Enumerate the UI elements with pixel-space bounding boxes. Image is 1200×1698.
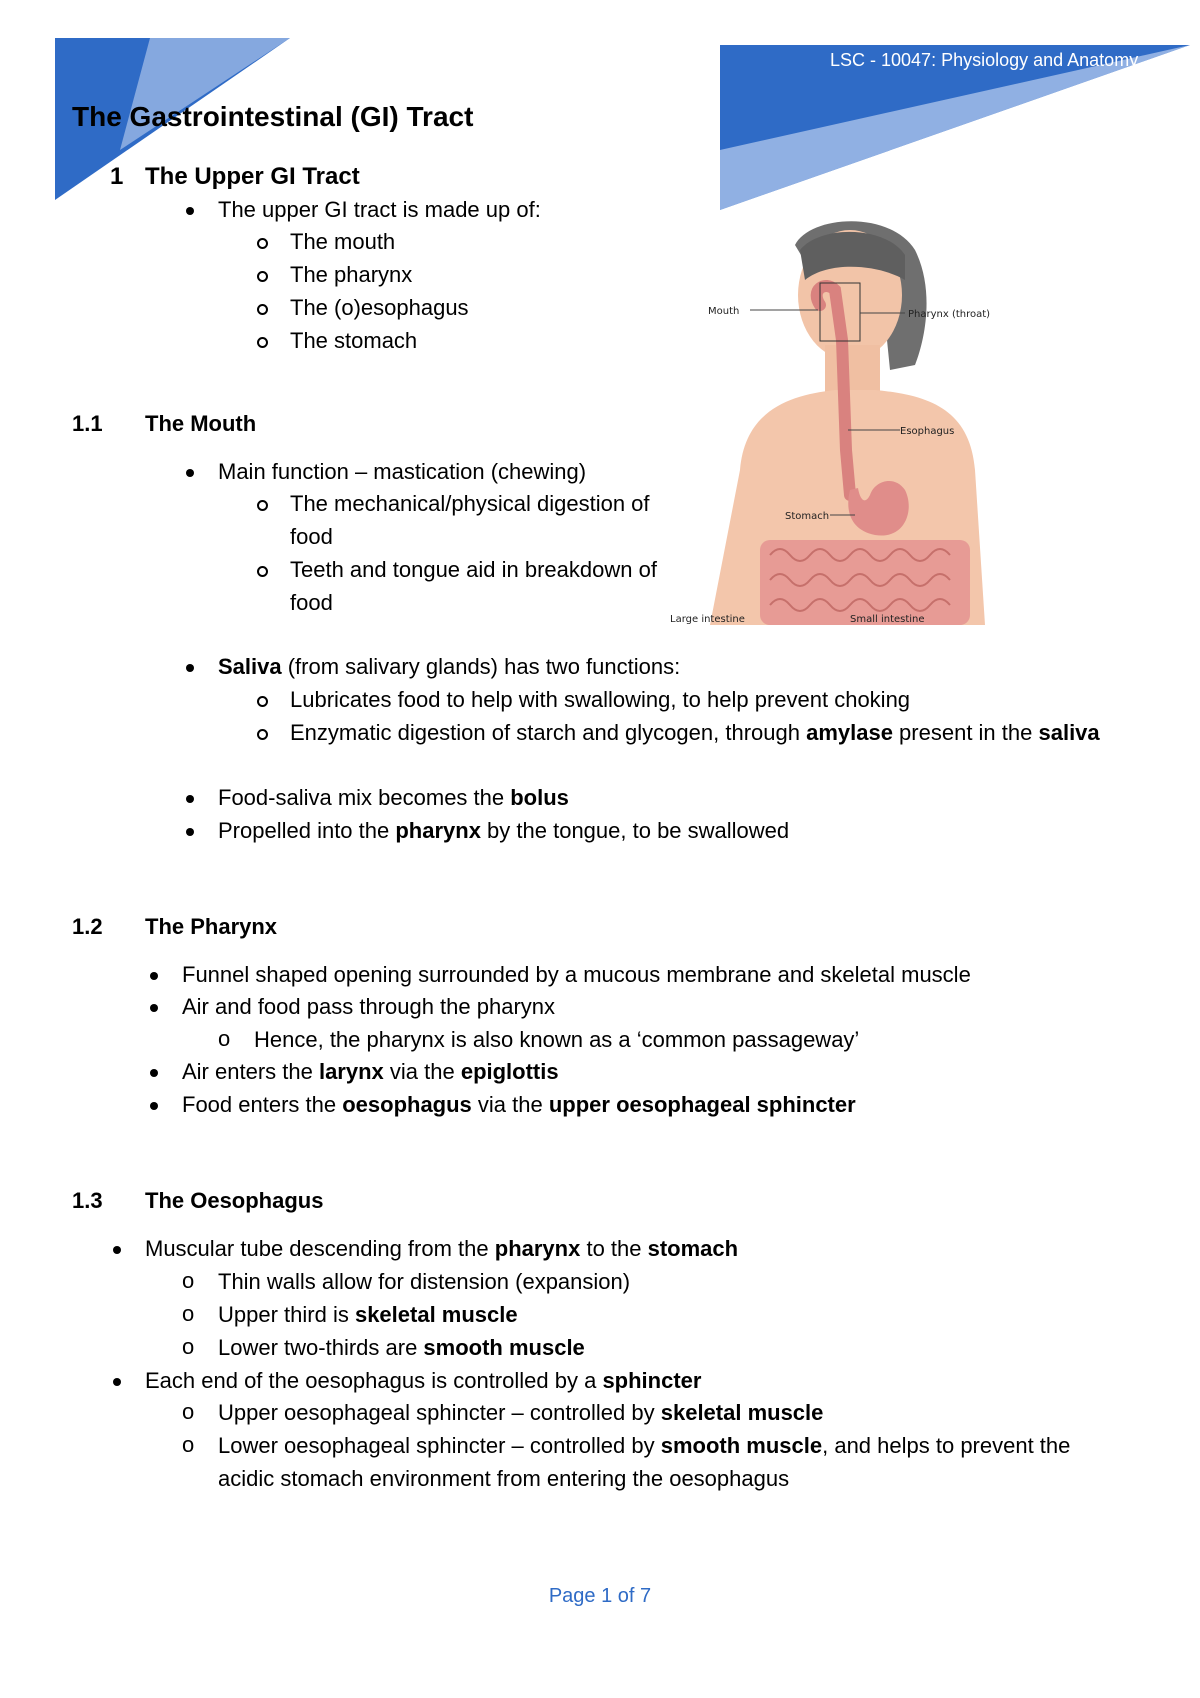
document-title: The Gastrointestinal (GI) Tract <box>72 101 474 132</box>
list-item: The upper GI tract is made up of: <box>218 197 541 222</box>
sub-bullet <box>257 337 268 348</box>
sub-bullet: o <box>182 1399 195 1424</box>
list-item: Main function – mastication (chewing) <box>218 459 587 484</box>
list-item: Lubricates food to help with swallowing, to help prevent choking <box>290 687 911 712</box>
section-number: 1 <box>110 163 124 190</box>
bullet <box>150 972 158 980</box>
list-item: Teeth and tongue aid in breakdown of <box>290 557 657 582</box>
page-footer: Page 1 of 7 <box>548 1585 652 1607</box>
list-item: Food-saliva mix becomes the bolus <box>218 785 569 810</box>
bullet <box>113 1246 121 1254</box>
anatomy-figure <box>670 210 1055 625</box>
list-item: Funnel shaped opening surrounded by a mucous membrane and skeletal muscle <box>182 962 971 987</box>
bullet <box>186 207 194 215</box>
list-item: The pharynx <box>290 262 413 287</box>
sub-bullet <box>257 271 268 282</box>
list-item: Air and food pass through the pharynx <box>182 994 556 1019</box>
list-item: Food enters the oesophagus via the upper oesophageal sphincter <box>182 1092 856 1117</box>
section-title: The Mouth <box>145 411 257 436</box>
bullet <box>150 1004 158 1012</box>
section-title: The Pharynx <box>145 914 278 939</box>
label-esophagus: Esophagus <box>900 426 955 437</box>
bullet <box>113 1378 121 1386</box>
label-mouth: Mouth <box>708 306 740 317</box>
list-item: Air enters the larynx via the epiglottis <box>182 1059 559 1084</box>
sub-bullet: o <box>182 1301 195 1326</box>
list-item: The (o)esophagus <box>290 295 469 320</box>
bullet <box>186 795 194 803</box>
label-large-intestine: Large intestine <box>670 614 745 625</box>
sub-bullet: o <box>182 1268 195 1293</box>
sub-bullet <box>257 500 268 511</box>
header-course: LSC - 10047: Physiology and Anatomy <box>830 50 1139 70</box>
sub-bullet <box>257 238 268 249</box>
sub-bullet <box>257 729 268 740</box>
section-title: The Upper GI Tract <box>145 163 360 190</box>
label-small-intestine: Small intestine <box>850 614 925 625</box>
bullet <box>186 828 194 836</box>
list-item: Propelled into the pharynx by the tongue, to be swallowed <box>218 818 790 843</box>
list-item: The mouth <box>290 229 396 254</box>
list-item: Enzymatic digestion of starch and glycogen, through amylase present in the saliva <box>290 720 1100 745</box>
sub-bullet <box>257 304 268 315</box>
bullet <box>150 1069 158 1077</box>
list-item: Each end of the oesophagus is controlled by a sphincter <box>145 1368 702 1393</box>
list-item-continuation: acidic stomach environment from entering the oesophagus <box>218 1466 790 1491</box>
sub-bullet: o <box>182 1334 195 1359</box>
sub-bullet <box>257 696 268 707</box>
list-item: Muscular tube descending from the pharynx to the stomach <box>145 1236 739 1261</box>
list-item: Hence, the pharynx is also known as a ‘common passageway’ <box>254 1027 860 1052</box>
list-item: The stomach <box>290 328 418 353</box>
bullet <box>150 1102 158 1110</box>
section-number: 1.2 <box>72 914 103 939</box>
label-pharynx: Pharynx (throat) <box>908 309 991 320</box>
list-item: Upper third is skeletal muscle <box>218 1302 518 1327</box>
sub-bullet <box>257 566 268 577</box>
section-number: 1.1 <box>72 411 103 436</box>
list-item-continuation: food <box>290 590 333 615</box>
list-item: Lower two-thirds are smooth muscle <box>218 1335 585 1360</box>
list-item: Thin walls allow for distension (expansion) <box>218 1269 631 1294</box>
sub-bullet: o <box>218 1026 231 1051</box>
list-item-continuation: food <box>290 524 333 549</box>
label-stomach: Stomach <box>785 511 830 522</box>
list-item: Saliva (from salivary glands) has two functions: <box>218 654 681 679</box>
bullet <box>186 469 194 477</box>
bullet <box>186 664 194 672</box>
section-number: 1.3 <box>72 1188 103 1213</box>
list-item: The mechanical/physical digestion of <box>290 491 650 516</box>
section-title: The Oesophagus <box>145 1188 324 1213</box>
list-item: Lower oesophageal sphincter – controlled by smooth muscle, and helps to prevent the <box>218 1433 1071 1458</box>
list-item: Upper oesophageal sphincter – controlled by skeletal muscle <box>218 1400 824 1425</box>
sub-bullet: o <box>182 1432 195 1457</box>
